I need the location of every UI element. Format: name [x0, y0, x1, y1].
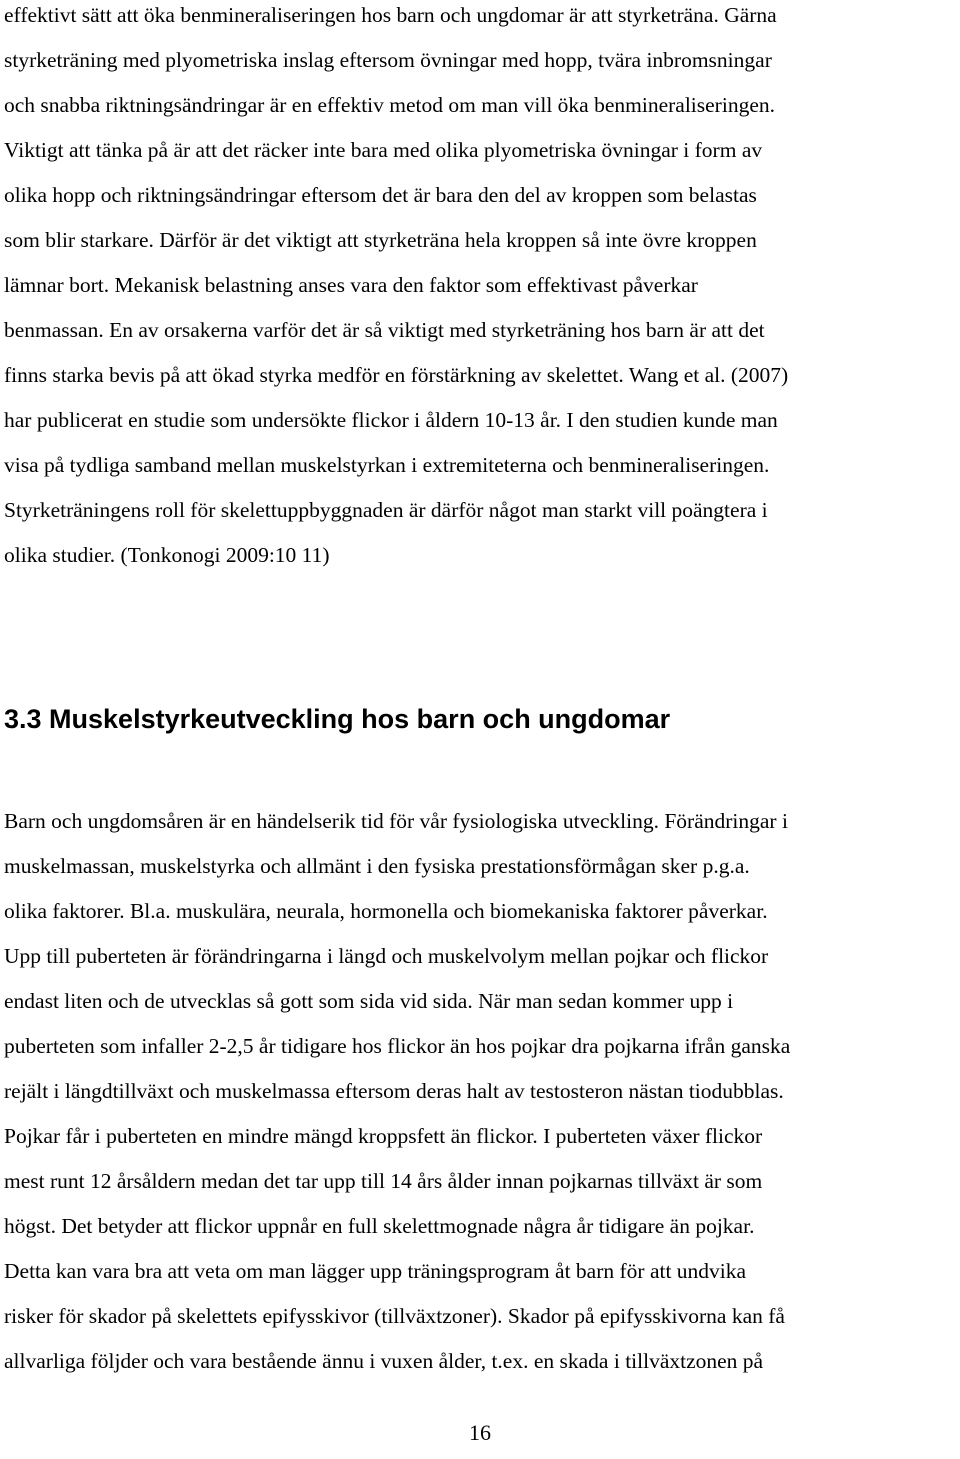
- section-heading: 3.3 Muskelstyrkeutveckling hos barn och ungdomar: [4, 704, 671, 734]
- page-number: 16: [469, 1420, 491, 1445]
- text-line: olika studier. (Tonkonogi 2009:10 11): [4, 543, 330, 567]
- text-line: puberteten som infaller 2-2,5 år tidigare hos flickor än hos pojkar dra pojkarna ifrån ganska: [4, 1034, 791, 1058]
- text-line: risker för skador på skelettets epifysskivor (tillväxtzoner). Skador på epifysskivorna kan få: [4, 1304, 785, 1328]
- text-line: olika faktorer. Bl.a. muskulära, neurala, hormonella och biomekaniska faktorer påverkar.: [4, 899, 768, 923]
- text-line: benmassan. En av orsakerna varför det är så viktigt med styrketräning hos barn är att det: [4, 318, 765, 342]
- text-line: rejält i längdtillväxt och muskelmassa eftersom deras halt av testosteron nästan tiodubblas.: [4, 1079, 784, 1103]
- text-line: styrketräning med plyometriska inslag eftersom övningar med hopp, tvära inbromsningar: [4, 48, 772, 72]
- text-line: och snabba riktningsändringar är en effektiv metod om man vill öka benmineraliseringen.: [4, 93, 775, 117]
- text-line: allvarliga följder och vara bestående ännu i vuxen ålder, t.ex. en skada i tillväxtzonen på: [4, 1349, 764, 1373]
- text-line: Detta kan vara bra att veta om man lägger upp träningsprogram åt barn för att undvika: [4, 1259, 747, 1283]
- text-line: har publicerat en studie som undersökte flickor i åldern 10-13 år. I den studien kunde man: [4, 408, 778, 432]
- text-line: högst. Det betyder att flickor uppnår en full skelettmognade några år tidigare än pojkar.: [4, 1214, 755, 1238]
- text-line: visa på tydliga samband mellan muskelstyrkan i extremiteterna och benmineraliseringen.: [4, 453, 770, 477]
- text-line: som blir starkare. Därför är det viktigt att styrketräna hela kroppen så inte övre kroppen: [4, 228, 757, 252]
- text-line: Viktigt att tänka på är att det räcker inte bara med olika plyometriska övningar i form av: [4, 138, 763, 162]
- text-line: olika hopp och riktningsändringar eftersom det är bara den del av kroppen som belastas: [4, 183, 757, 207]
- text-line: finns starka bevis på att ökad styrka medför en förstärkning av skelettet. Wang et al. (2007): [4, 363, 789, 387]
- text-line: Styrketräningens roll för skelettuppbyggnaden är därför något man starkt vill poängtera i: [4, 498, 768, 522]
- text-line: Barn och ungdomsåren är en händelserik tid för vår fysiologiska utveckling. Förändringar i: [4, 809, 788, 833]
- text-line: Pojkar får i puberteten en mindre mängd kroppsfett än flickor. I puberteten växer flickor: [4, 1124, 763, 1148]
- text-line: Upp till puberteten är förändringarna i längd och muskelvolym mellan pojkar och flickor: [4, 944, 769, 968]
- text-line: endast liten och de utvecklas så gott som sida vid sida. När man sedan kommer upp i: [4, 989, 734, 1013]
- text-line: mest runt 12 årsåldern medan det tar upp till 14 års ålder innan pojkarnas tillväxt är som: [4, 1169, 763, 1193]
- text-line: muskelmassan, muskelstyrka och allmänt i den fysiska prestationsförmågan sker p.g.a.: [4, 854, 750, 878]
- text-line: lämnar bort. Mekanisk belastning anses vara den faktor som effektivast påverkar: [4, 273, 698, 297]
- text-line: effektivt sätt att öka benmineraliseringen hos barn och ungdomar är att styrketräna. Gärna: [4, 3, 777, 27]
